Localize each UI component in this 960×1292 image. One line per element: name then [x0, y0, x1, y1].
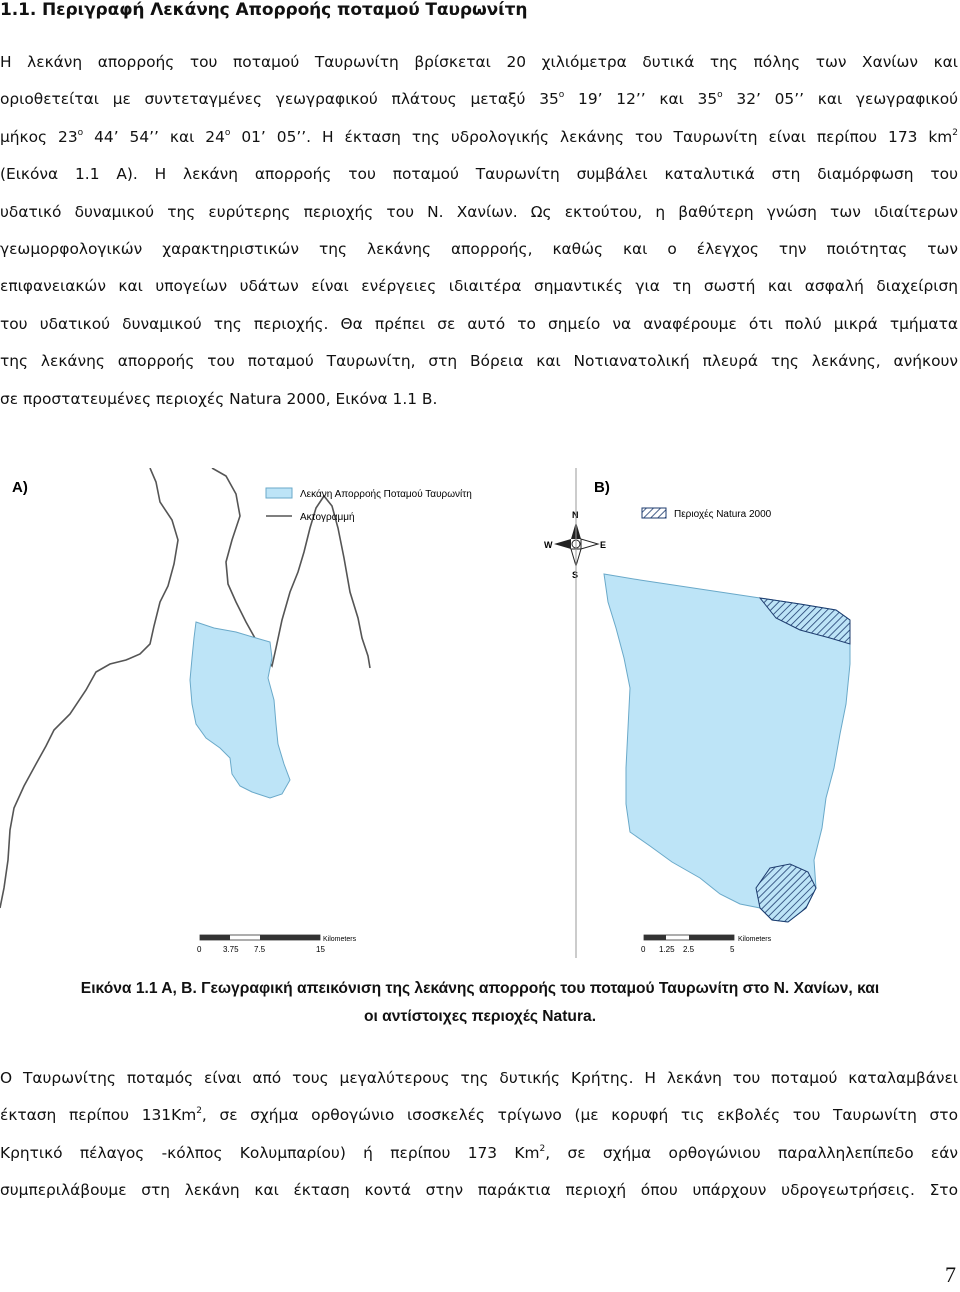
text-line: Κρητικό πέλαγος -κόλπος Κολυμπαρίου) ή περίπου 173 Km$^2$, σε σχήμα ορθογώνιου παραλληλεπίπεδο εάν	[0, 1143, 958, 1162]
text-line: μήκος 23$^o$ 44’ 54’’ και 24$^o$ 01’ 05’’. Η έκταση της υδρολογικής λεκάνης του Ταυρωνίτη είναι περίπου 173 $km^2$	[0, 127, 959, 146]
svg-text:N: N	[572, 510, 579, 520]
text-line: Ο Ταυρωνίτης ποταμός είναι από τους μεγαλύτερους της δυτικής Κρήτης. Η λεκάνη του ποταμού καταλαμβάνει	[0, 1069, 958, 1087]
panel-b-label: B)	[594, 479, 610, 496]
body-paragraph	[0, 1060, 958, 1210]
svg-text:2.5: 2.5	[683, 945, 695, 954]
caption-line: οι αντίστοιχες περιοχές Natura.	[363, 1008, 597, 1025]
text-line: συμπεριλάβουμε στη λεκάνη και έκταση κοντά στην παράκτια περιοχή όπου υπάρχουν υδρογεωτρήσεις. Στο	[0, 1181, 958, 1200]
figure-caption	[0, 975, 960, 1031]
text-line: σε προστατευμένες περιοχές Natura 2000, Εικόνα 1.1 Β.	[0, 389, 438, 408]
text-line: (Εικόνα 1.1 Α). Η λεκάνη απορροής του ποταμού Ταυρωνίτη συμβάλει καταλυτικά στη διαμόρφωση του	[0, 165, 958, 184]
svg-text:1.25: 1.25	[659, 945, 675, 954]
coastline	[0, 468, 370, 908]
north-arrow-icon	[544, 510, 606, 580]
svg-text:5: 5	[730, 945, 735, 954]
text-line: Η λεκάνη απορροής του ποταμού Ταυρωνίτη βρίσκεται 20 χιλιόμετρα δυτικά της πόλης των Χανίων και	[0, 53, 958, 71]
svg-text:S: S	[572, 570, 579, 580]
legend-basin-swatch	[266, 488, 292, 498]
legend-coast-label: Ακτογραμμή	[300, 512, 355, 523]
text-line: του υδατικού δυναμικού της περιοχής. Θα πρέπει σε αυτό το σημείο να αναφέρουμε ότι πολύ μικρά τμήματα	[0, 314, 958, 333]
legend-basin-label: Λεκάνη Απορροής Ποταμού Ταυρωνίτη	[300, 489, 472, 500]
intro-paragraph	[0, 44, 958, 418]
text-line: της λεκάνης απορροής του ποταμού Ταυρωνίτη, στη Βόρεια και Νοτιανατολική πλευρά της λεκάνης, ανήκουν	[0, 352, 958, 371]
map-panel-a	[0, 468, 472, 954]
scale-bar-a	[197, 935, 357, 954]
svg-text:Kilometers: Kilometers	[738, 936, 772, 943]
text-line: οριοθετείται με συντεταγμένες γεωγραφικού πλάτους μεταξύ 35$^o$ 19’ 12’’ και 35$^o$ 32’ 05’’ και γεωγραφικού	[0, 90, 959, 109]
svg-text:7.5: 7.5	[254, 945, 266, 954]
text-line: έκταση περίπου 131Km$^2$, σε σχήμα ορθογώνιο ισοσκελές τρίγωνο (με κορυφή τις εκβολές του Ταυρωνίτη στο	[0, 1106, 958, 1125]
text-line: υδατικό δυναμικού της ευρύτερης περιοχής του Ν. Χανίων. Ως εκτούτου, η βαθύτερη γνώση των ιδιαίτερων	[0, 202, 958, 221]
section-heading: 1.1. Περιγραφή Λεκάνης Απορροής ποταμού Ταυρωνίτη	[0, 0, 528, 20]
panel-a-label: A)	[12, 479, 28, 496]
scale-bar-b	[641, 935, 772, 954]
svg-text:Kilometers: Kilometers	[323, 936, 357, 943]
legend-natura-label: Περιοχές Natura 2000	[674, 509, 772, 520]
legend-natura-swatch	[642, 508, 666, 518]
svg-text:W: W	[544, 540, 553, 550]
text-line: γεωμορφολογικών χαρακτηριστικών της λεκάνης απορροής, καθώς και ο έλεγχος την ποιότητας των	[0, 239, 958, 258]
map-panel-b	[594, 479, 850, 954]
svg-text:0: 0	[641, 945, 646, 954]
svg-text:0: 0	[197, 945, 202, 954]
svg-text:3.75: 3.75	[223, 945, 239, 954]
svg-text:15: 15	[316, 945, 325, 954]
text-line: επιφανειακών και υπογείων υδάτων είναι ενέργειες ιδιαιτέρα σημαντικές για τη σωστή και ασφαλή διαχείριση	[0, 277, 958, 296]
caption-line: Εικόνα 1.1 Α, Β. Γεωγραφική απεικόνιση της λεκάνης απορροής του ποταμού Ταυρωνίτη στο Ν. Χανίων, και	[80, 980, 880, 997]
watershed-map-figure	[0, 468, 960, 958]
svg-text:E: E	[600, 540, 607, 550]
basin-area-a	[190, 622, 290, 798]
page-number: 7	[945, 1262, 956, 1287]
